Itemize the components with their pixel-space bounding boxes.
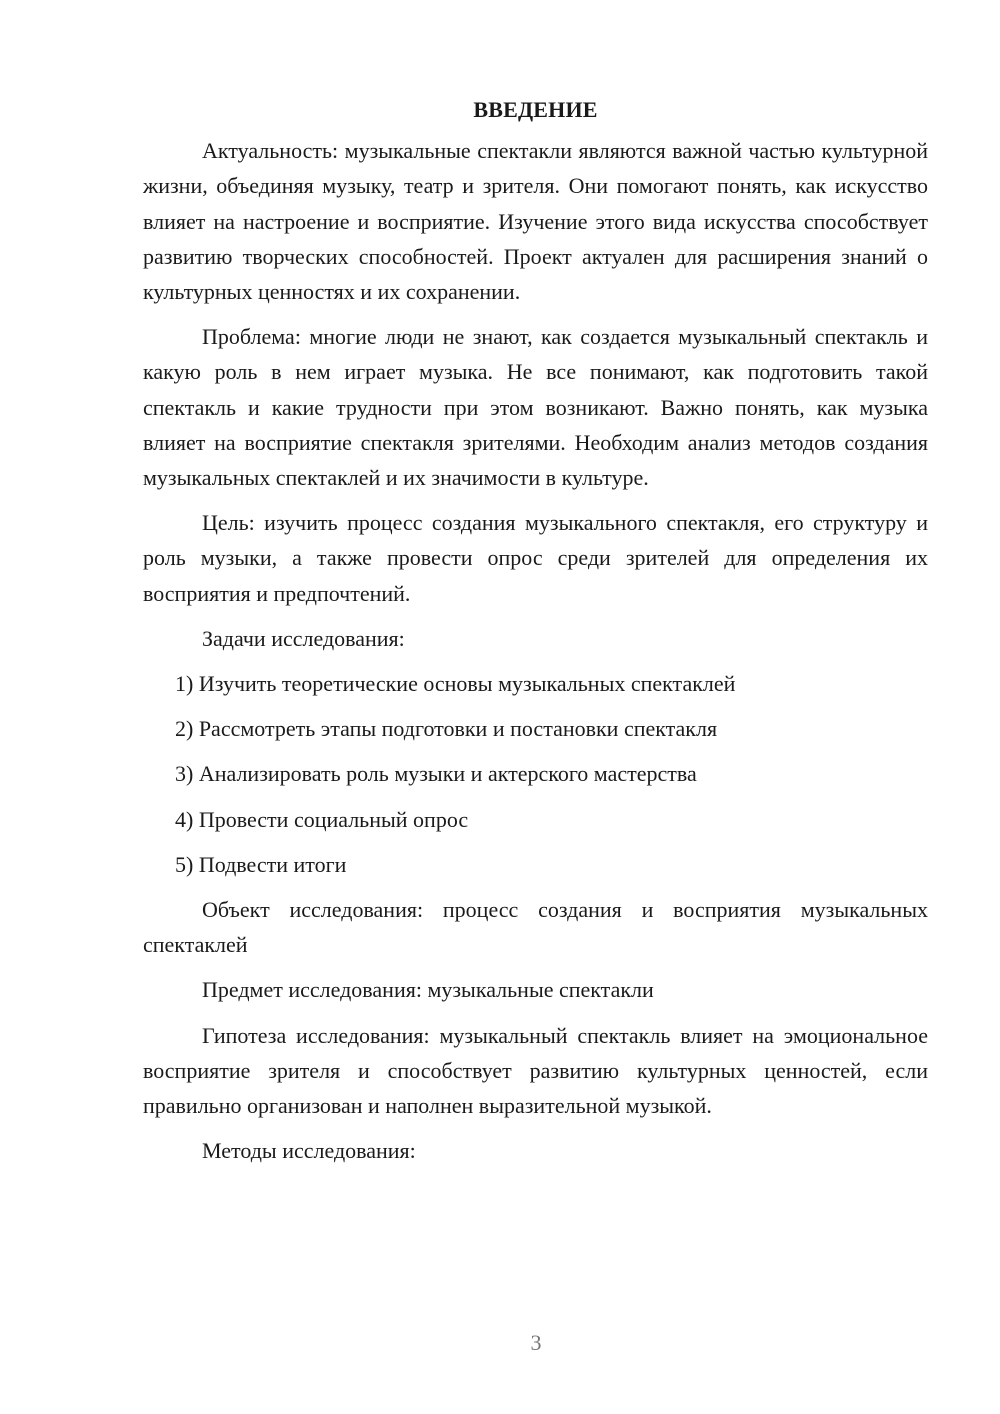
task-item-4: 4) Провести социальный опрос xyxy=(175,806,469,832)
task-item-3: 3) Анализировать роль музыки и актерского мастерства xyxy=(175,761,697,787)
goal-paragraph: Цель: изучить процесс создания музыкального спектакля, его структуру и роль музыки, а также провести опрос среди зрителей для определения их восприятия и предпочтений. xyxy=(143,510,928,606)
methods-title: Методы исследования: xyxy=(202,1138,416,1164)
page-number-footer xyxy=(0,1330,1000,1356)
section-heading: ВВЕДЕНИЕ xyxy=(473,97,598,122)
problem-paragraph: Проблема: многие люди не знают, как создается музыкальный спектакль и какую роль в нем играет музыка. Не все понимают, как подготовить такой спектакль и какие трудности при этом возникают. Важно понять, как музыка влияет на восприятие спектакля зрителями. Необходим анализ методов создания музыкальных спектаклей и их значимости в культуре. xyxy=(143,324,928,491)
page-content xyxy=(143,92,928,1178)
relevance-paragraph: Актуальность: музыкальные спектакли являются важной частью культурной жизни, объединяя музыку, театр и зрителя. Они помогают понять, как искусство влияет на настроение и восприятие. Изучение этого вида искусства способствует развитию творческих способностей. Проект актуален для расширения знаний о культурных ценностях и их сохранении. xyxy=(143,138,928,305)
task-item-2: 2) Рассмотреть этапы подготовки и постановки спектакля xyxy=(175,716,718,742)
hypothesis-paragraph: Гипотеза исследования: музыкальный спектакль влияет на эмоциональное восприятие зрителя и способствует развитию культурных ценностей, если правильно организован и наполнен выразительной музыкой. xyxy=(143,1022,928,1119)
task-item-1: 1) Изучить теоретические основы музыкальных спектаклей xyxy=(175,671,736,697)
task-item-5: 5) Подвести итоги xyxy=(175,851,347,877)
subject-paragraph: Предмет исследования: музыкальные спектакли xyxy=(202,977,654,1003)
object-paragraph: Объект исследования: процесс создания и восприятия музыкальных спектаклей xyxy=(143,897,928,958)
tasks-title: Задачи исследования: xyxy=(202,625,405,651)
tasks-list xyxy=(143,666,928,882)
page-number: 3 xyxy=(530,1330,542,1355)
